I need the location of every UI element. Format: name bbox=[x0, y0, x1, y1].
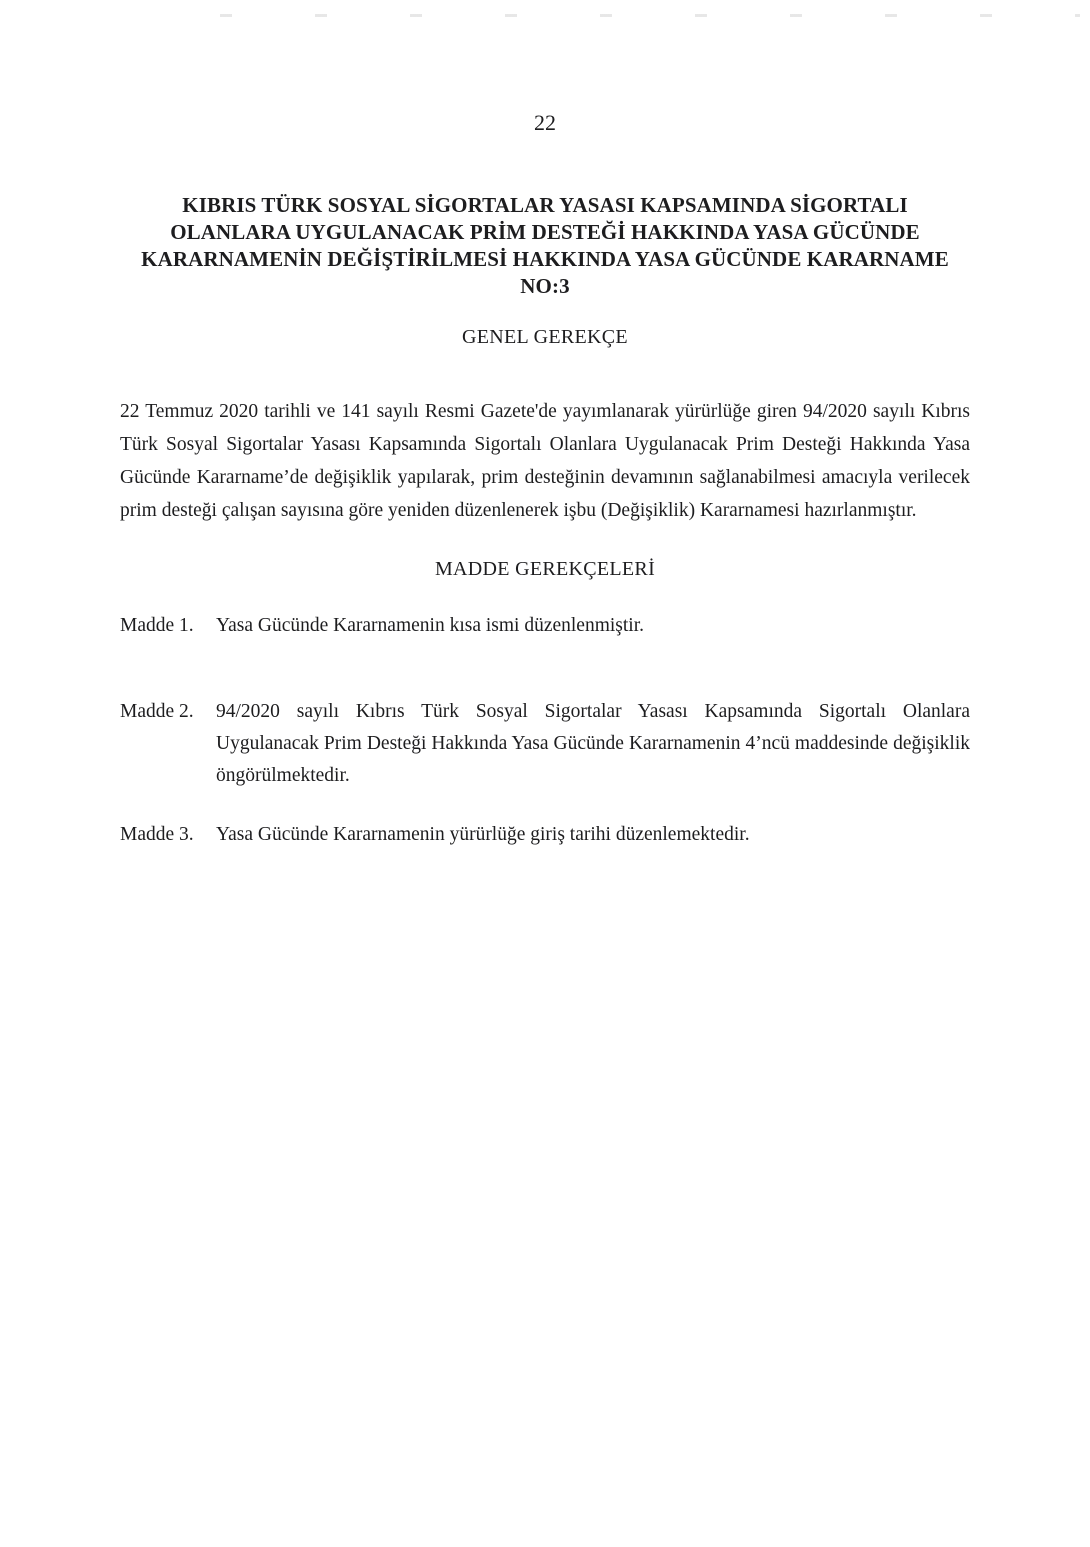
document-title-line-3: KARARNAMENİN DEĞİŞTİRİLMESİ HAKKINDA YASA GÜCÜNDE KARARNAME bbox=[141, 247, 949, 271]
general-justification-paragraph: 22 Temmuz 2020 tarihli ve 141 sayılı Resmi Gazete'de yayımlanarak yürürlüğe giren 94/2020 sayılı Kıbrıs Türk Sosyal Sigortalar Yasası Kapsamında Sigortalı Olanlara Uygulanacak Prim Desteği Hakkında Yasa Gücünde Kararname’de değişiklik yapılarak, prim desteğinin devamının sağlanabilmesi amacıyla verilecek prim desteği çalışan sayısına göre yeniden düzenlenerek işbu (Değişiklik) Kararnamesi hazırlanmıştır. bbox=[120, 401, 970, 521]
scan-artifact-row bbox=[220, 14, 1080, 17]
article-1-label: Madde 1. bbox=[120, 615, 194, 636]
document-title-number: NO:3 bbox=[520, 274, 570, 298]
article-justifications-heading: MADDE GEREKÇELERİ bbox=[434, 558, 656, 580]
article-3-label: Madde 3. bbox=[120, 824, 194, 845]
article-item-3 bbox=[120, 819, 970, 851]
document-title bbox=[120, 192, 970, 300]
article-1-text: Yasa Gücünde Kararnamenin kısa ismi düzenlenmiştir. bbox=[216, 615, 645, 636]
page-number: 22 bbox=[534, 110, 556, 135]
article-2-label: Madde 2. bbox=[120, 701, 194, 722]
article-3-text: Yasa Gücünde Kararnamenin yürürlüğe giriş tarihi düzenlemektedir. bbox=[216, 824, 750, 845]
article-item-1 bbox=[120, 610, 970, 642]
document-title-line-1: KIBRIS TÜRK SOSYAL SİGORTALAR YASASI KAPSAMINDA SİGORTALI bbox=[182, 193, 908, 217]
general-justification-heading: GENEL GEREKÇE bbox=[462, 326, 628, 348]
document-title-line-2: OLANLARA UYGULANACAK PRİM DESTEĞİ HAKKINDA YASA GÜCÜNDE bbox=[170, 220, 920, 244]
article-2-text: 94/2020 sayılı Kıbrıs Türk Sosyal Sigortalar Yasası Kapsamında Sigortalı Olanlara Uygulanacak Prim Desteği Hakkında Yasa Gücünde Kararnamenin 4’ncü maddesinde değişiklik öngörülmektedir. bbox=[216, 701, 970, 786]
article-item-2 bbox=[120, 696, 970, 792]
document-content bbox=[120, 192, 970, 851]
